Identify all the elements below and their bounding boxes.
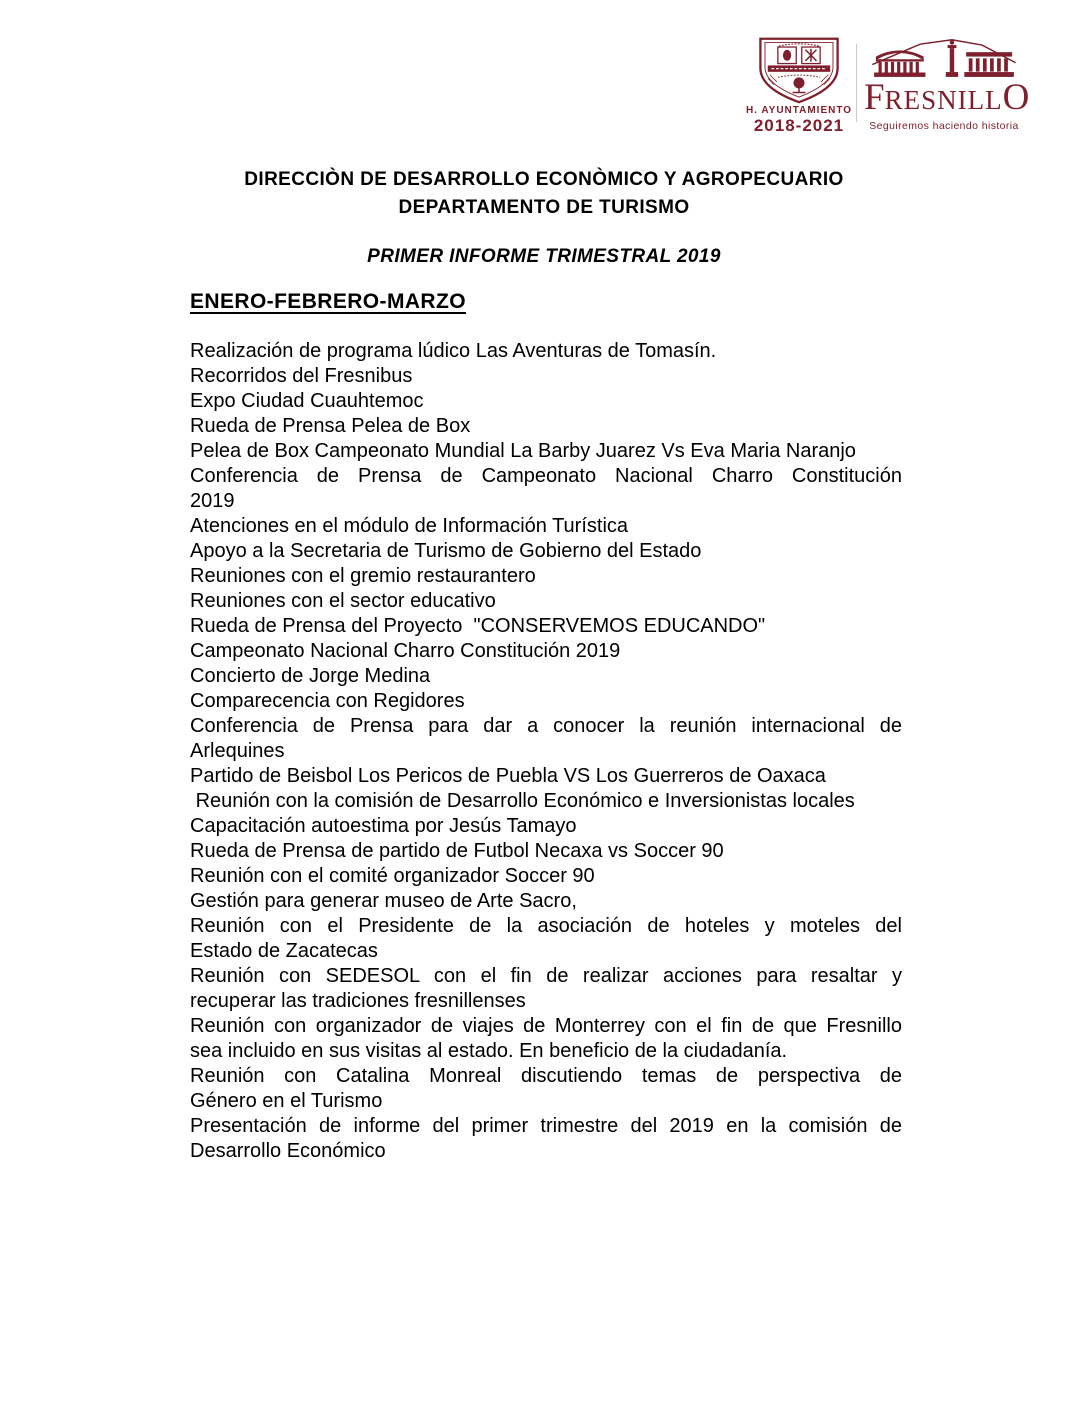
activity-item	[190, 614, 902, 639]
fresnillo-tagline: Seguiremos haciendo historia	[869, 120, 1019, 132]
activity-item	[190, 889, 902, 914]
activity-line: Pelea de Box Campeonato Mundial La Barby Juarez Vs Eva Maria Naranjo	[190, 440, 856, 462]
activity-item	[190, 864, 902, 889]
activity-line: Campeonato Nacional Charro Constitución 2019	[190, 640, 621, 662]
activity-line: Reunión con Catalina Monreal discutiendo temas de perspectiva de	[190, 1065, 902, 1087]
activity-item	[190, 539, 902, 564]
activity-line: Recorridos del Fresnibus	[190, 365, 413, 387]
activity-line: Concierto de Jorge Medina	[190, 665, 431, 687]
activity-line: Arlequines	[190, 740, 285, 762]
activity-line: Reunión con el comité organizador Soccer 90	[190, 865, 595, 887]
activity-line: Comparecencia con Regidores	[190, 690, 465, 712]
activity-item	[190, 764, 902, 789]
activity-line: Reuniones con el sector educativo	[190, 590, 496, 612]
document-subtitle: PRIMER INFORME TRIMESTRAL 2019	[367, 246, 721, 267]
logo-divider	[856, 44, 857, 122]
activity-line: Partido de Beisbol Los Pericos de Puebla VS Los Guerreros de Oaxaca	[190, 765, 826, 787]
activity-line: Reunión con organizador de viajes de Monterrey con el fin de que Fresnillo	[190, 1015, 902, 1037]
crest-years: 2018-2021	[753, 116, 845, 135]
activity-line: Expo Ciudad Cuauhtemoc	[190, 390, 424, 412]
activity-item	[190, 639, 902, 664]
activity-item	[190, 714, 902, 764]
activity-line: Conferencia de Prensa de Campeonato Nacional Charro Constitución	[190, 465, 902, 487]
section-heading: ENERO-FEBRERO-MARZO	[190, 290, 466, 313]
activity-item	[190, 414, 902, 439]
wordmark-mid: RESNILL	[884, 85, 1003, 115]
crest-shield-icon	[753, 36, 845, 104]
activity-item	[190, 389, 902, 414]
activity-item	[190, 464, 902, 514]
activity-item	[190, 839, 902, 864]
activity-item	[190, 564, 902, 589]
crest-caption: H. AYUNTAMIENTO	[745, 105, 853, 116]
header-logos	[0, 0, 1088, 150]
activity-item	[190, 1114, 902, 1164]
activity-line: Apoyo a la Secretaria de Turismo de Gobierno del Estado	[190, 540, 702, 562]
activity-item	[190, 589, 902, 614]
title-line-1: DIRECCIÒN DE DESARROLLO ECONÒMICO Y AGROPECUARIO	[244, 169, 844, 190]
activity-item	[190, 814, 902, 839]
title-line-2: DEPARTAMENTO DE TURISMO	[398, 197, 690, 218]
activity-line: 2019	[190, 490, 235, 512]
activity-item	[190, 1064, 902, 1114]
activity-item	[190, 339, 902, 364]
activity-line: Conferencia de Prensa para dar a conocer la reunión internacional de	[190, 715, 902, 737]
activity-line: Reunión con la comisión de Desarrollo Económico e Inversionistas locales	[190, 790, 855, 812]
document-title	[0, 166, 1088, 222]
activity-line: Estado de Zacatecas	[190, 940, 378, 962]
activity-item	[190, 514, 902, 539]
activities-list	[190, 339, 902, 1164]
activity-item	[190, 1014, 902, 1064]
activity-line: sea incluido en sus visitas al estado. En beneficio de la ciudadanía.	[190, 1040, 788, 1062]
activity-item	[190, 664, 902, 689]
municipal-crest-logo	[744, 36, 854, 136]
activity-item	[190, 914, 902, 964]
activity-line: Capacitación autoestima por Jesús Tamayo	[190, 815, 577, 837]
fresnillo-wordmark	[864, 77, 1030, 120]
activity-line: Desarrollo Económico	[190, 1140, 386, 1162]
activity-item	[190, 364, 902, 389]
wordmark-letter-f: F	[864, 77, 885, 118]
activity-line: Realización de programa lúdico Las Aventuras de Tomasín.	[190, 340, 717, 362]
activity-item	[190, 689, 902, 714]
activity-item	[190, 964, 902, 1014]
skyline-icon	[868, 38, 1020, 84]
activity-line: Gestión para generar museo de Arte Sacro,	[190, 890, 577, 912]
activity-line: Género en el Turismo	[190, 1090, 383, 1112]
activity-item	[190, 439, 902, 464]
activity-line: Rueda de Prensa de partido de Futbol Necaxa vs Soccer 90	[190, 840, 724, 862]
activity-item	[190, 789, 902, 814]
activity-line: Reunión con el Presidente de la asociación de hoteles y moteles del	[190, 915, 902, 937]
wordmark-letter-o: O	[1002, 77, 1030, 118]
activity-line: Reuniones con el gremio restaurantero	[190, 565, 536, 587]
activity-line: Rueda de Prensa del Proyecto "CONSERVEMOS EDUCANDO"	[190, 615, 766, 637]
fresnillo-logo	[864, 38, 1030, 132]
activity-line: recuperar las tradiciones fresnillenses	[190, 990, 526, 1012]
activity-line: Rueda de Prensa Pelea de Box	[190, 415, 471, 437]
activity-line: Atenciones en el módulo de Información Turística	[190, 515, 629, 537]
activity-line: Reunión con SEDESOL con el fin de realizar acciones para resaltar y	[190, 965, 902, 987]
activity-line: Presentación de informe del primer trimestre del 2019 en la comisión de	[190, 1115, 902, 1137]
